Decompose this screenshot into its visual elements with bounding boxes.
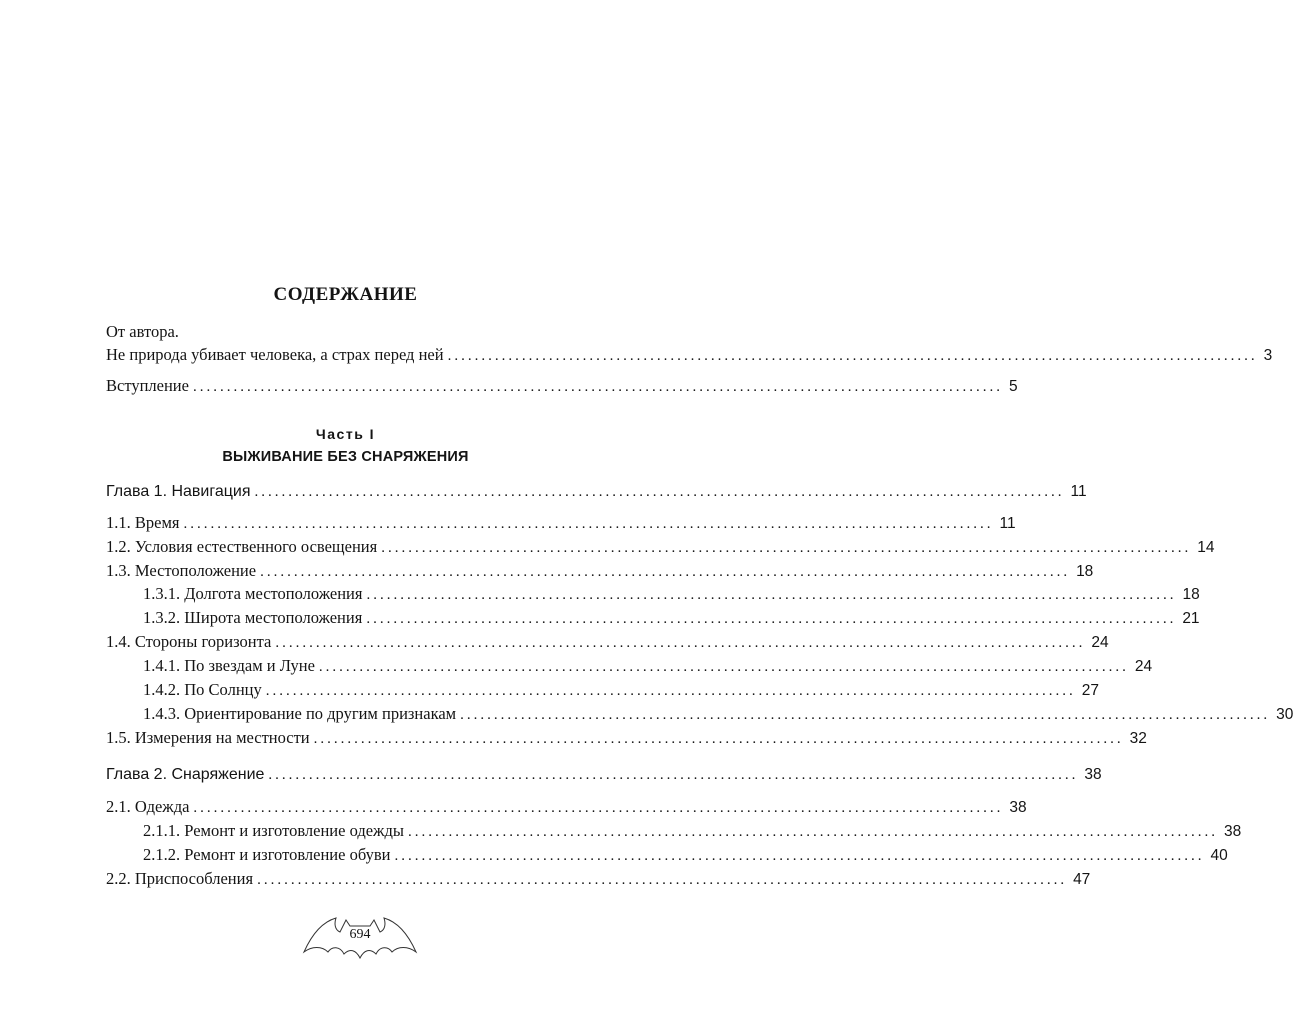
toc-entry-1-5[interactable] <box>106 728 1147 750</box>
toc-entry-label: Глава 1. Навигация <box>106 483 251 500</box>
leader-dots: ........................................................................................................................ <box>192 379 1003 395</box>
toc-entry-page: 3 <box>1263 347 1273 364</box>
leader-dots: ........................................................................................................................ <box>268 767 1079 783</box>
toc-entry-label: 1.1. Время <box>106 513 180 532</box>
toc-entry-label: Вступление <box>106 376 189 395</box>
toc-entry-label: 1.4.1. По звездам и Луне <box>143 656 315 675</box>
toc-entry-label: 1.2. Условия естественного освещения <box>106 537 378 556</box>
toc-entry-1-4-3[interactable] <box>143 704 1293 726</box>
toc-entry-2-1[interactable] <box>106 797 1027 819</box>
part-number: Часть I <box>315 426 376 442</box>
toc-entry-label: 1.3.2. Широта местоположения <box>143 608 363 627</box>
toc-entry-label: 1.4.3. Ориентирование по другим признакам <box>143 704 457 723</box>
toc-entry-1-2[interactable] <box>106 537 1215 559</box>
toc-entry-label: Не природа убивает человека, а страх перед ней <box>106 345 444 364</box>
toc-entry-page: 27 <box>1081 682 1099 699</box>
toc-entry-page: 11 <box>999 515 1016 532</box>
toc-entry-1-3[interactable] <box>106 561 1094 583</box>
leader-dots: ........................................................................................................................ <box>381 540 1192 556</box>
toc-entry-page: 21 <box>1182 610 1200 627</box>
toc-entry-1-4-2[interactable] <box>143 680 1099 702</box>
toc-entry-page: 38 <box>1009 799 1027 816</box>
leader-dots: ........................................................................................................................ <box>366 587 1177 603</box>
toc-entry-label: 2.1.1. Ремонт и изготовление одежды <box>143 821 404 840</box>
toc-entry-page: 24 <box>1091 634 1109 651</box>
part-title: ВЫЖИВАНИЕ БЕЗ СНАРЯЖЕНИЯ <box>222 449 469 465</box>
toc-entry-page: 40 <box>1210 847 1228 864</box>
leader-dots: ........................................................................................................................ <box>265 683 1076 699</box>
toc-entry-page: 5 <box>1008 378 1018 395</box>
leader-dots: ........................................................................................................................ <box>366 611 1177 627</box>
leader-dots: ........................................................................................................................ <box>257 872 1068 888</box>
page-number: 694 <box>349 927 371 942</box>
toc-entry-1-4-1[interactable] <box>143 656 1153 678</box>
leader-dots: ........................................................................................................................ <box>407 824 1218 840</box>
toc-entry-label: 1.3.1. Долгота местоположения <box>143 584 363 603</box>
toc-entry-label: 2.1.2. Ремонт и изготовление обуви <box>143 845 391 864</box>
toc-entry-label: 1.5. Измерения на местности <box>106 728 310 747</box>
toc-entry-label: 2.2. Приспособления <box>106 869 254 888</box>
toc-entry-chapter-1[interactable] <box>106 483 1087 505</box>
leader-dots: ........................................................................................................................ <box>460 707 1271 723</box>
leader-dots: ........................................................................................................................ <box>193 800 1004 816</box>
toc-entry-label: 1.4. Стороны горизонта <box>106 632 272 651</box>
toc-entry-2-2[interactable] <box>106 869 1091 891</box>
leader-dots: ........................................................................................................................ <box>313 731 1124 747</box>
toc-entry-page: 47 <box>1073 871 1091 888</box>
leader-dots: ........................................................................................................................ <box>275 635 1086 651</box>
toc-entry-chapter-2[interactable] <box>106 766 1102 788</box>
leader-dots: ........................................................................................................................ <box>394 848 1205 864</box>
leader-dots: ........................................................................................................................ <box>183 516 994 532</box>
leader-dots: ........................................................................................................................ <box>447 348 1258 364</box>
toc-title: СОДЕРЖАНИЕ <box>273 284 418 305</box>
toc-entry-page: 32 <box>1129 730 1147 747</box>
toc-entry-2-1-1[interactable] <box>143 821 1242 843</box>
toc-entry-page: 38 <box>1223 823 1242 840</box>
toc-entry-1-1[interactable] <box>106 513 1016 535</box>
toc-entry-1-3-1[interactable] <box>143 584 1200 606</box>
toc-entry-label: 1.4.2. По Солнцу <box>143 680 262 699</box>
toc-entry-1-4[interactable] <box>106 632 1109 654</box>
toc-entry-1-3-2[interactable] <box>143 608 1200 630</box>
toc-entry-label: 1.3. Местоположение <box>106 561 257 580</box>
toc-entry-page: 14 <box>1197 539 1215 556</box>
toc-entry-page: 18 <box>1076 563 1094 580</box>
toc-entry-page: 11 <box>1070 483 1087 500</box>
leader-dots: ........................................................................................................................ <box>260 564 1071 580</box>
toc-entry-page: 18 <box>1182 586 1200 603</box>
toc-preface-entry[interactable] <box>106 376 1018 398</box>
toc-entry-label: 2.1. Одежда <box>106 797 190 816</box>
toc-intro-line1: От автора. <box>106 322 179 341</box>
page-footer <box>300 900 420 980</box>
toc-entry-page: 30 <box>1276 706 1293 723</box>
toc-entry-page: 24 <box>1134 658 1153 675</box>
toc-entry-2-1-2[interactable] <box>143 845 1228 867</box>
toc-entry-page: 38 <box>1084 766 1102 783</box>
toc-entry-label: Глава 2. Снаряжение <box>106 766 265 783</box>
leader-dots: ........................................................................................................................ <box>254 484 1065 500</box>
leader-dots: ........................................................................................................................ <box>318 659 1129 675</box>
toc-intro-entry[interactable] <box>106 345 1273 367</box>
